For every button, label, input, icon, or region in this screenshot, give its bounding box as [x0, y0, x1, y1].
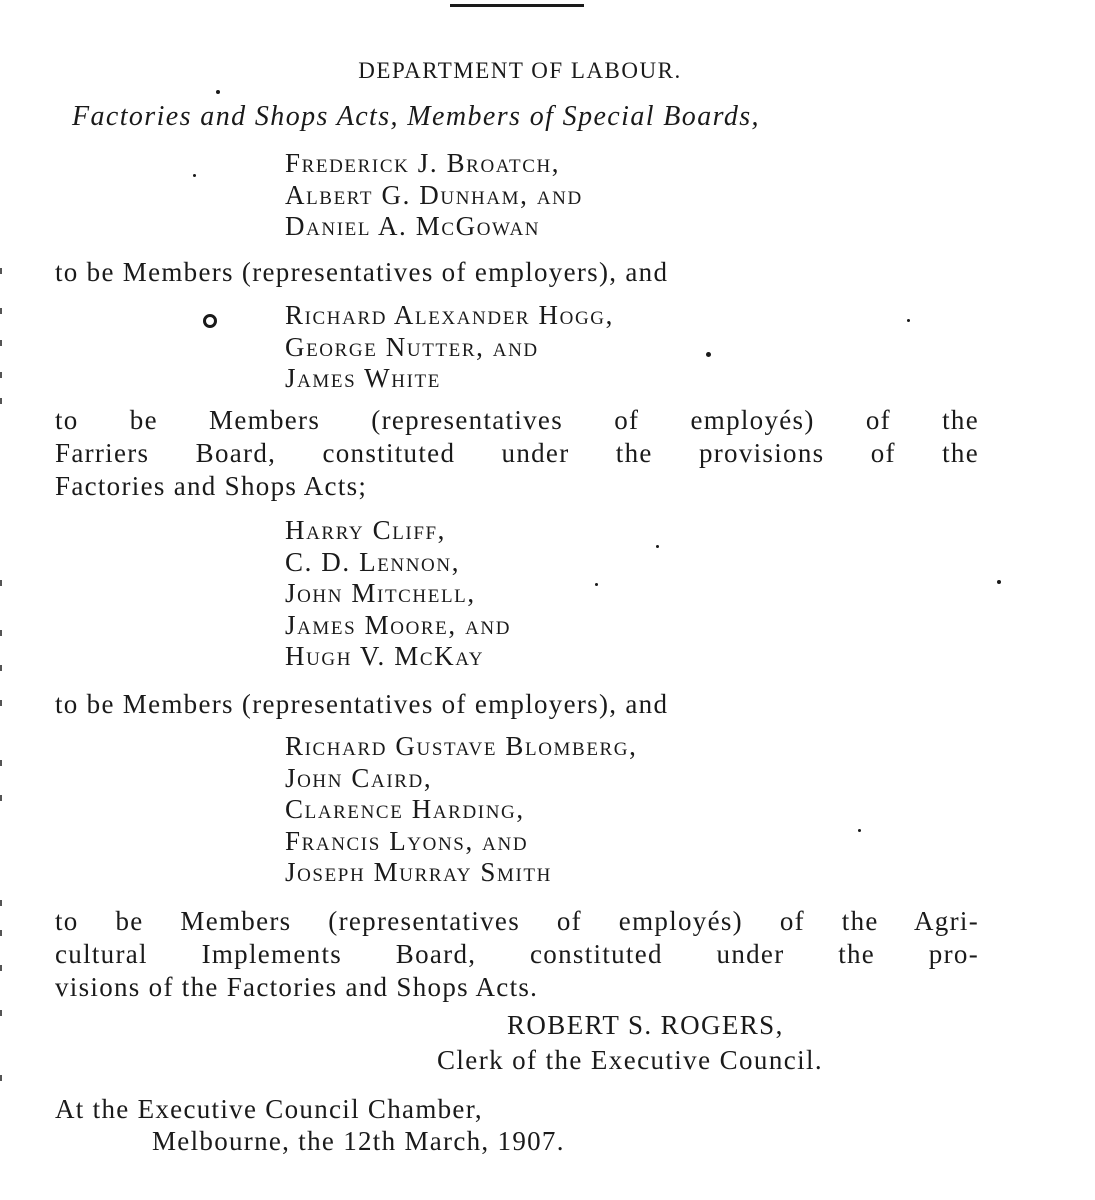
date-line: Melbourne, the 12th March, 1907.	[152, 1126, 565, 1156]
agricultural-employer-clause: to be Members (representatives of employers), and	[55, 689, 669, 719]
scan-speck	[595, 583, 598, 586]
agricultural-employee-names	[285, 731, 637, 889]
name-line: Hugh V. McKay	[285, 641, 485, 671]
name-line: Joseph Murray Smith	[285, 857, 552, 887]
scan-speck	[193, 174, 196, 177]
edge-tick	[0, 580, 2, 586]
edge-tick	[0, 630, 2, 636]
edge-tick	[0, 308, 2, 314]
edge-tick	[0, 930, 2, 936]
name-line: Harry Cliff,	[285, 515, 447, 545]
edge-tick	[0, 965, 2, 971]
edge-tick	[0, 760, 2, 766]
department-heading: DEPARTMENT OF LABOUR.	[358, 58, 682, 83]
notice-subheading: Factories and Shops Acts, Members of Special Boards,	[72, 101, 760, 132]
scan-speck	[997, 580, 1001, 584]
farriers-employee-names	[285, 300, 614, 395]
name-line: John Caird,	[285, 762, 433, 793]
scan-speck	[706, 352, 711, 357]
name-line: John Mitchell,	[285, 578, 476, 608]
clause-line: to be Members (representatives of employés) of the	[55, 405, 979, 435]
name-line: Albert G. Dunham, and	[285, 179, 583, 210]
scan-speck	[216, 90, 220, 94]
name-line: James Moore, and	[285, 609, 512, 640]
scan-speck	[907, 319, 910, 322]
name-line: Richard Gustave Blomberg,	[285, 731, 638, 761]
name-line: Richard Alexander Hogg,	[285, 300, 614, 330]
edge-tick	[0, 1075, 2, 1081]
farriers-employee-clause	[55, 404, 979, 503]
farriers-employer-clause: to be Members (representatives of employers), and	[55, 257, 669, 287]
name-line: George Nutter, and	[285, 331, 539, 362]
clause-line: Farriers Board, constituted under the provisions of the	[55, 438, 979, 468]
clause-line: Factories and Shops Acts;	[55, 471, 368, 501]
name-line: Daniel A. McGowan	[285, 211, 541, 241]
edge-tick	[0, 372, 2, 378]
edge-tick	[0, 398, 2, 404]
edge-tick	[0, 268, 2, 274]
edge-tick	[0, 1010, 2, 1016]
signatory-name: ROBERT S. ROGERS,	[507, 1010, 784, 1040]
top-rule	[450, 4, 584, 7]
name-line: Francis Lyons, and	[285, 825, 529, 856]
farriers-employer-names	[285, 148, 583, 243]
edge-tick	[0, 700, 2, 706]
name-line: Frederick J. Broatch,	[285, 148, 561, 178]
clause-line: to be Members (representatives of employés) of the Agri-	[55, 906, 979, 936]
clause-line: cultural Implements Board, constituted under the pro-	[55, 939, 979, 969]
scan-ring	[203, 314, 217, 328]
clause-line: visions of the Factories and Shops Acts.	[55, 972, 539, 1002]
scan-speck	[858, 829, 861, 832]
place-line: At the Executive Council Chamber,	[55, 1094, 483, 1124]
name-line: James White	[285, 363, 441, 393]
agricultural-employee-clause	[55, 905, 979, 1004]
name-line: C. D. Lennon,	[285, 546, 461, 577]
edge-tick	[0, 665, 2, 671]
edge-tick	[0, 900, 2, 906]
agricultural-employer-names	[285, 515, 511, 673]
edge-tick	[0, 340, 2, 346]
scan-speck	[656, 545, 659, 548]
signatory-title: Clerk of the Executive Council.	[437, 1045, 824, 1075]
edge-tick	[0, 795, 2, 801]
name-line: Clarence Harding,	[285, 794, 525, 824]
